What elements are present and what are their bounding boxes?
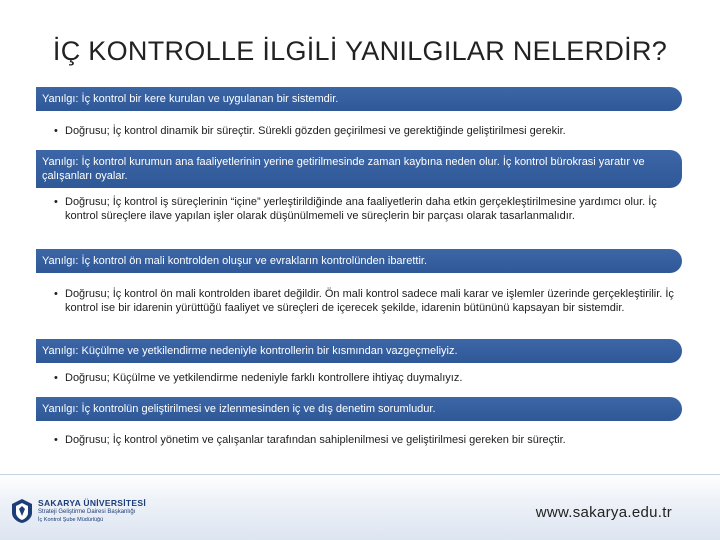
myth-bar-3: Yanılgı: İç kontrol ön mali kontrolden oluşur ve evrakların kontrolünden ibarettir.	[36, 249, 682, 273]
myth-bar-5: Yanılgı: İç kontrolün geliştirilmesi ve izlenmesinden iç ve dış denetim sorumludur.	[36, 397, 682, 421]
page-title: İÇ KONTROLLE İLGİLİ YANILGILAR NELERDİR?	[52, 36, 668, 66]
truth-bullet-2	[54, 196, 674, 223]
bullet-dot: •	[54, 372, 58, 384]
logo-unit: İç Kontrol Şube Müdürlüğü	[38, 517, 104, 523]
truth-bullet-3	[54, 288, 674, 315]
truth-text-5: Doğrusu; İç kontrol yönetim ve çalışanlar tarafından sahiplenilmesi ve geliştirilmesi gereken bir süreçtir.	[65, 434, 566, 446]
university-logo-icon	[10, 498, 34, 524]
truth-text-1: Doğrusu; İç kontrol dinamik bir süreçtir. Sürekli gözden geçirilmesi ve gerektiğinde geliştirilmesi gerekir.	[65, 125, 566, 137]
logo-name: SAKARYA ÜNİVERSİTESİ	[38, 498, 147, 508]
myth-bar-4: Yanılgı: Küçülme ve yetkilendirme nedeniyle kontrollerin bir kısmından vazgeçmeliyiz.	[36, 339, 682, 363]
truth-bullet-5	[54, 434, 674, 448]
truth-bullet-1	[54, 125, 674, 139]
truth-text-3: Doğrusu; İç kontrol ön mali kontrolden ibaret değildir. Ön mali kontrol sadece mali karar ve işlemler üzerinde gerçekleştirilir. İç kontrol ise bir idarenin yürüttüğü faaliyet ve süreçleri de içerecek şekilde, idarenin bütününü kapsayan bir sistemdir.	[65, 288, 674, 314]
truth-bullet-4	[54, 372, 674, 386]
myth-bar-1: Yanılgı: İç kontrol bir kere kurulan ve uygulanan bir sistemdir.	[36, 87, 682, 111]
truth-text-4: Doğrusu; Küçülme ve yetkilendirme nedeniyle farklı kontrollere ihtiyaç duymalıyız.	[65, 372, 463, 384]
bullet-dot: •	[54, 288, 58, 300]
myth-bar-2: Yanılgı: İç kontrol kurumun ana faaliyetlerinin yerine getirilmesinde zaman kaybına neden olur. İç kontrol bürokrasi yaratır ve çalışanları oyalar.	[36, 150, 682, 188]
logo-subtitle: Strateji Geliştirme Dairesi Başkanlığı	[38, 509, 136, 515]
bullet-dot: •	[54, 434, 58, 446]
footer-divider	[0, 474, 720, 475]
bullet-dot: •	[54, 196, 58, 208]
website-link[interactable]: www.sakarya.edu.tr	[535, 504, 672, 521]
truth-text-2: Doğrusu; İç kontrol iş süreçlerinin “içine” yerleştirildiğinde ana faaliyetlerin daha etkin gerçekleştirilmesine yardımcı olur. İç kontrol süreçlere ilave yapılan işler olarak düşünülmemeli ve süreçlerin bir parçası olarak tasarlanmalıdır.	[65, 196, 657, 222]
bullet-dot: •	[54, 125, 58, 137]
